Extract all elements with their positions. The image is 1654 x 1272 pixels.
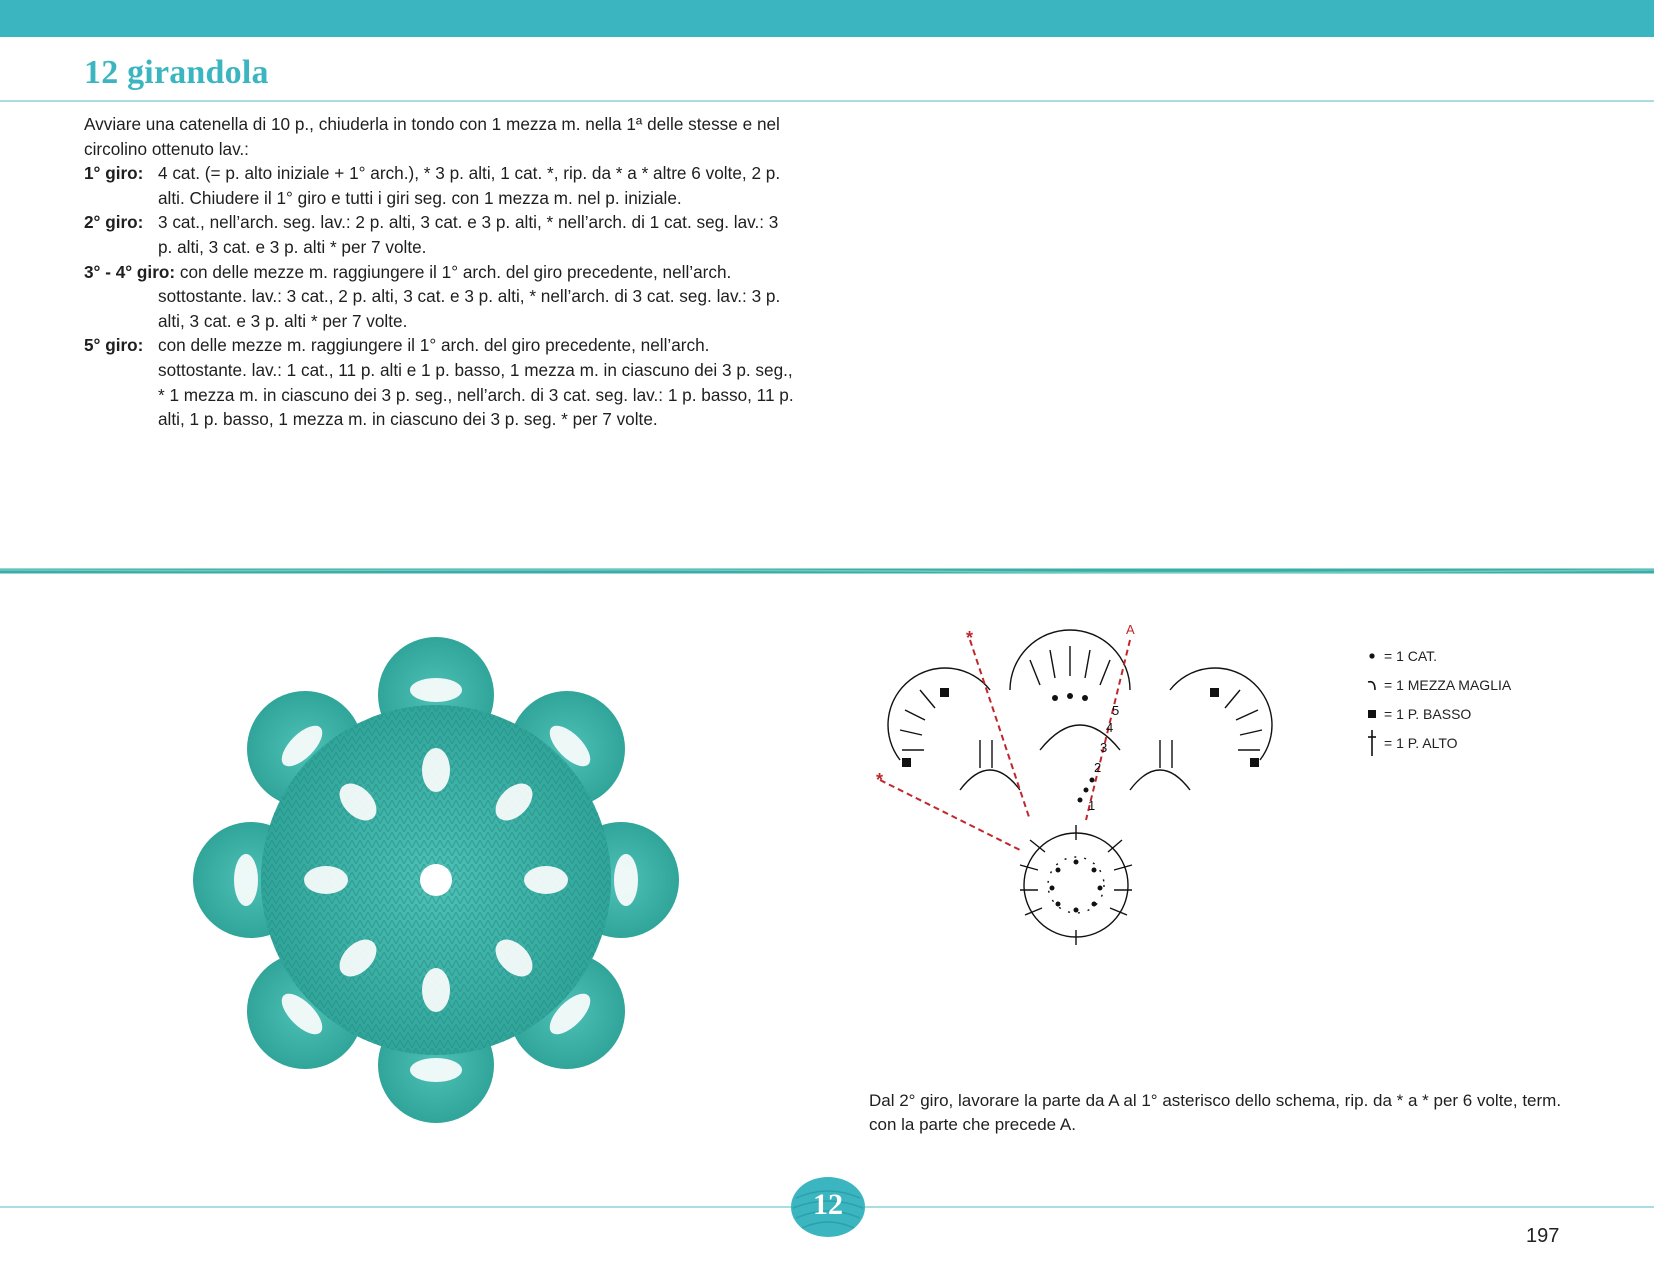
crochet-chart bbox=[876, 622, 1320, 960]
round-1-label: 1° giro: bbox=[84, 163, 144, 184]
arc-icon bbox=[1360, 678, 1384, 692]
round-5-text: con delle mezze m. raggiungere il 1° arch. del giro precedente, nell’arch. sottostante. lav.: 1 cat., 11 p. alti e 1 p. basso, 1 mezza m. in ciascuno dei 3 p. seg., * 1 mezza m. in ciascuno dei 3 p. seg., nell’arch. di 3 cat. seg. lav.: 1 p. basso, 11 p. alti, 1 p. basso, 1 mezza m. in ciascuno dei 3 p. seg. * per 7 volte. bbox=[158, 335, 794, 430]
round-2-label: 2° giro: bbox=[84, 212, 144, 233]
legend-item-double-crochet bbox=[1360, 731, 1511, 755]
legend-label-single-crochet: = 1 P. BASSO bbox=[1384, 706, 1472, 722]
title-rule bbox=[0, 100, 1654, 102]
yarn-divider bbox=[0, 566, 1654, 576]
legend-item-chain bbox=[1360, 644, 1511, 668]
chart-round-number-5: 5 bbox=[1112, 703, 1120, 718]
round-5-label: 5° giro: bbox=[84, 335, 144, 356]
square-icon bbox=[1360, 709, 1384, 719]
chart-stitches bbox=[900, 646, 1262, 945]
top-band bbox=[0, 0, 1654, 37]
crochet-motif-photo bbox=[196, 640, 676, 1120]
round-3-4-label: 3° - 4° giro: bbox=[84, 261, 176, 282]
chart-round-number-2: 2 bbox=[1094, 760, 1102, 775]
round-1 bbox=[84, 161, 796, 210]
chart-round-number-3: 3 bbox=[1100, 740, 1108, 755]
legend-label-double-crochet: = 1 P. ALTO bbox=[1384, 735, 1458, 751]
chart-marks bbox=[902, 688, 1259, 913]
legend-label-chain: = 1 CAT. bbox=[1384, 648, 1438, 664]
chart-fan-right bbox=[1170, 668, 1272, 760]
chart-round-number-4: 4 bbox=[1106, 720, 1114, 735]
chart-arch-right bbox=[1130, 770, 1190, 790]
round-2-text: 3 cat., nell’arch. seg. lav.: 2 p. alti, 3 cat. e 3 p. alti, * nell’arch. di 1 cat. seg. lav.: 3 p. alti, 3 cat. e 3 p. alti * per 7 volte. bbox=[158, 212, 779, 257]
chart-fan-left bbox=[888, 668, 990, 760]
instructions-intro: Avviare una catenella di 10 p., chiuderla in tondo con 1 mezza m. nella 1ª delle stesse e nel circolino ottenuto lav.: bbox=[84, 114, 780, 159]
chart-note: Dal 2° giro, lavorare la parte da A al 1° asterisco dello schema, rip. da * a * per 6 volte, term. con la parte che precede A. bbox=[869, 1091, 1562, 1134]
round-5 bbox=[84, 333, 796, 431]
round-1-text: 4 cat. (= p. alto iniziale + 1° arch.), * 3 p. alti, 1 cat. *, rip. da * a * altre 6 volte, 2 p. alti. Chiudere il 1° giro e tutti i giri seg. con 1 mezza m. nel p. iniziale. bbox=[158, 163, 781, 208]
chart-asterisk-top: * bbox=[966, 628, 974, 648]
chart-asterisk-left: * bbox=[876, 770, 884, 790]
chart-legend bbox=[1360, 644, 1511, 760]
round-3-4 bbox=[84, 260, 796, 334]
chart-round-number-1: 1 bbox=[1088, 798, 1096, 813]
page-title: 12 girandola bbox=[84, 54, 269, 91]
legend-label-slip-stitch: = 1 MEZZA MAGLIA bbox=[1384, 677, 1512, 693]
legend-item-single-crochet bbox=[1360, 702, 1511, 726]
instructions bbox=[84, 112, 796, 432]
chart-red-lines bbox=[880, 640, 1130, 850]
page-number: 197 bbox=[1526, 1225, 1560, 1247]
badge-number: 12 bbox=[813, 1188, 843, 1221]
legend-item-slip-stitch bbox=[1360, 673, 1511, 697]
dot-icon bbox=[1360, 652, 1384, 660]
round-2 bbox=[84, 210, 796, 259]
chart-arch-left bbox=[960, 770, 1020, 790]
cross-stitch-icon bbox=[1360, 729, 1384, 757]
round-3-4-text: con delle mezze m. raggiungere il 1° arch. del giro precedente, nell’arch. sottostante. lav.: 3 cat., 2 p. alti, 3 cat. e 3 p. alti, * nell’arch. di 3 cat. seg. lav.: 3 p. alti, 3 cat. e 3 p. alti * per 7 volte. bbox=[158, 261, 781, 331]
chart-marker-a: A bbox=[1126, 622, 1135, 637]
